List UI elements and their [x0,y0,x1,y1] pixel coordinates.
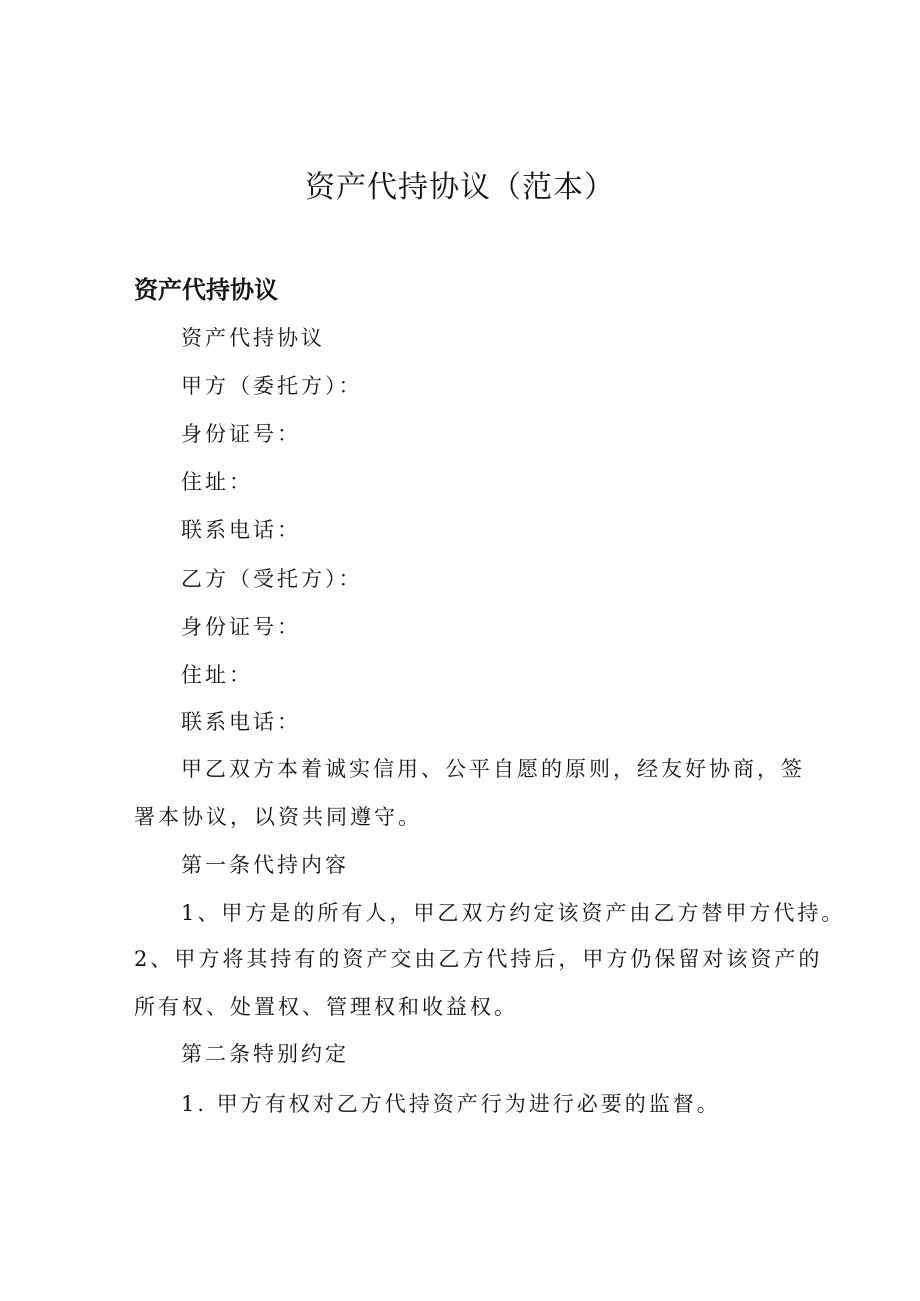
article-1-heading: 第一条代持内容 [181,853,349,877]
party-a-id-label: 身份证号： [181,422,301,446]
article-2-item-1: 1. 甲方有权对乙方代持资产行为进行必要的监督。 [181,1092,721,1116]
paragraph-preamble-line-2: 署本协议，以资共同遵守。 [134,805,422,829]
article-1-item-2-line-2: 所有权、处置权、管理权和收益权。 [134,995,518,1019]
party-a-address-label: 住址： [181,470,253,494]
article-2-heading: 第二条特别约定 [181,1042,349,1066]
party-a-label: 甲方（委托方）： [181,374,363,398]
paragraph-agreement-name: 资产代持协议 [181,326,325,350]
paragraph-preamble-line-1: 甲乙双方本着诚实信用、公平自愿的原则，经友好协商，签 [181,757,805,781]
party-b-id-label: 身份证号： [181,615,301,639]
party-a-phone-label: 联系电话： [181,518,301,542]
party-b-phone-label: 联系电话： [181,710,301,734]
party-b-address-label: 住址： [181,663,253,687]
section-heading: 资产代持协议 [134,276,278,304]
document-title: 资产代持协议（范本） [305,170,615,205]
party-b-label: 乙方（受托方）： [181,567,363,591]
article-1-item-1: 1、甲方是的所有人，甲乙双方约定该资产由乙方替甲方代持。 [181,901,846,925]
article-1-item-2-line-1: 2、甲方将其持有的资产交由乙方代持后，甲方仍保留对该资产的 [134,947,823,971]
